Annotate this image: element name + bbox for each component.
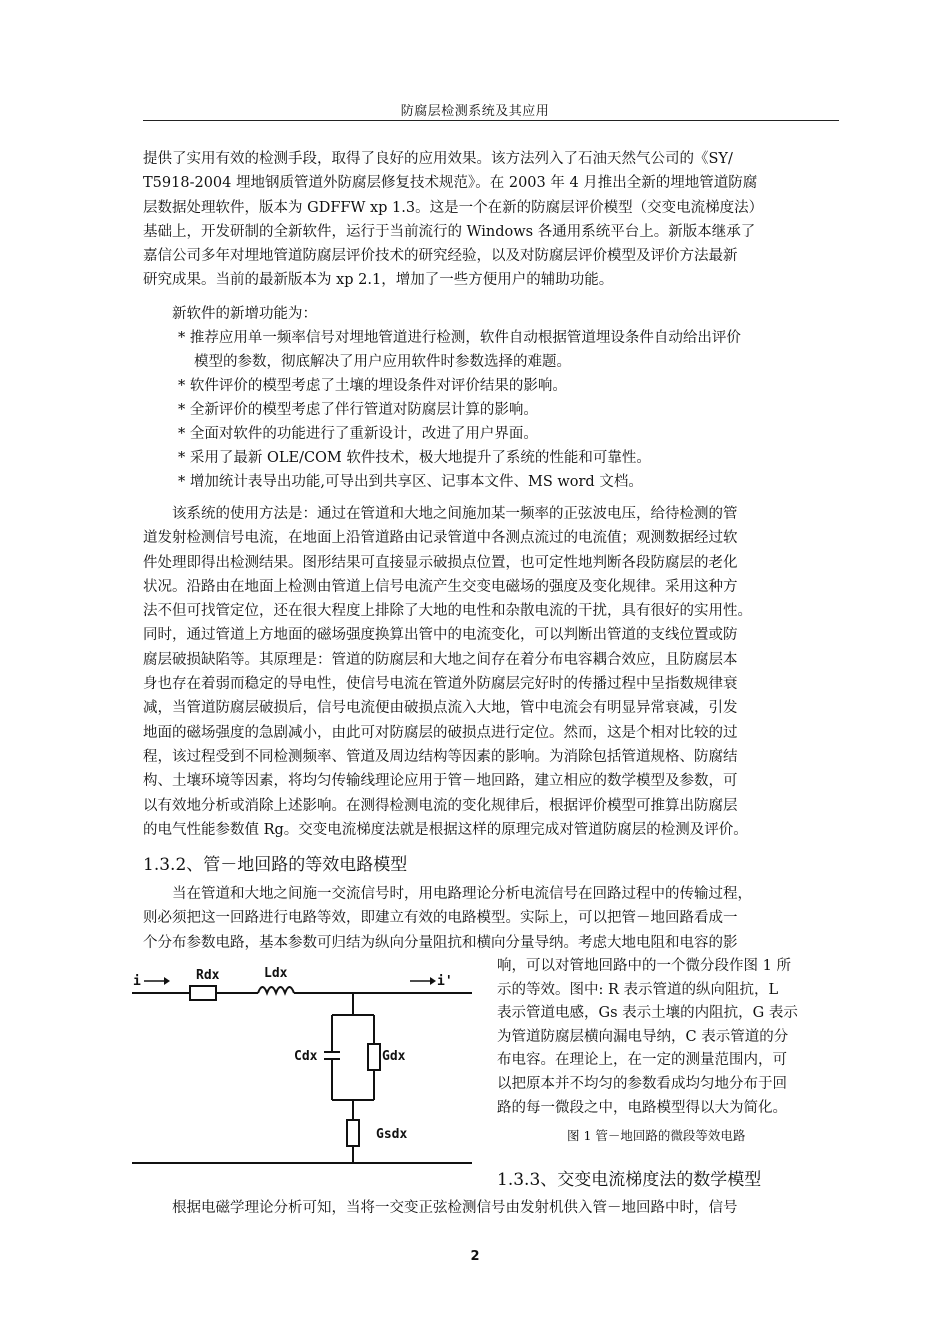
text-line: 该系统的使用方法是：通过在管道和大地之间施加某一频率的正弦波电压，给待检测的管 <box>172 506 738 522</box>
text-line: 状况。沿路由在地面上检测由管道上信号电流产生交变电磁场的强度及变化规律。采用这种方 <box>143 578 738 595</box>
text-line: 为管道防腐层横向漏电导纳，C 表示管道的分 <box>497 1028 789 1045</box>
page-number: 2 <box>470 1249 480 1264</box>
feature-item: * 采用了最新 OLE/COM 软件技术，极大地提升了系统的性能和可靠性。 <box>178 450 651 466</box>
figure-caption: 图 1 管－地回路的微段等效电路 <box>567 1128 746 1143</box>
bullet-marker: * <box>178 474 186 490</box>
text-line: 层数据处理软件，版本为 GDFFW xp 1.3。这是一个在新的防腐层评价模型（交变电流梯度法） <box>143 199 764 216</box>
text-line: 根据电磁学理论分析可知，当将一交变正弦检测信号由发射机供入管－地回路中时，信号 <box>172 1200 738 1216</box>
text-line: 则必须把这一回路进行电路等效，即建立有效的电路模型。实际上，可以把管－地回路看成一 <box>143 910 738 927</box>
label-i-out: i' <box>437 974 453 989</box>
text-line: 法不但可找管定位，还在很大程度上排除了大地的电性和杂散电流的干扰，具有很好的实用性。 <box>143 603 752 620</box>
text-line: 身也存在着弱而稳定的导电性，使信号电流在管道外防腐层完好时的传播过程中呈指数规律衰 <box>143 676 738 693</box>
section-132-right-column <box>497 955 839 1120</box>
text-line: 提供了实用有效的检测手段，取得了良好的应用效果。该方法列入了石油天然气公司的《SY/ <box>143 151 733 167</box>
text-line: 减，当管道防腐层破损后，信号电流便由破损点流入大地，管中电流会有明显异常衰减，引发 <box>143 700 738 717</box>
section-133-paragraph <box>143 1196 839 1220</box>
label-gdx: Gdx <box>382 1049 406 1064</box>
text-line: 布电容。在理论上，在一定的测量范围内，可 <box>497 1052 787 1069</box>
feature-item: * 增加统计表导出功能,可导出到共享区、记事本文件、MS word 文档。 <box>178 474 643 490</box>
text-line: 以把原本并不均匀的参数看成均匀地分布于回 <box>497 1075 787 1092</box>
equivalent-circuit-figure <box>130 960 480 1170</box>
feature-item: * 全面对软件的功能进行了重新设计，改进了用户界面。 <box>178 426 538 442</box>
inductor-l <box>258 987 294 993</box>
text-line: 示的等效。图中: R 表示管道的纵向阻抗，L <box>497 981 779 998</box>
text-line: 基础上，开发研制的全新软件，运行于当前流行的 Windows 各通用系统平台上。新版本继承了 <box>143 223 756 240</box>
conductance-g <box>368 1044 380 1070</box>
current-out-arrowhead <box>430 977 436 985</box>
text-line: 表示管道电感，Gs 表示土壤的内阻抗，G 表示 <box>497 1005 798 1022</box>
method-paragraph <box>143 502 839 842</box>
bullet-marker: * <box>178 402 186 418</box>
header-rule <box>143 120 839 121</box>
bullet-marker: * <box>178 426 186 442</box>
label-i-in: i <box>133 974 141 989</box>
section-heading-132: 1.3.2、管－地回路的等效电路模型 <box>143 855 408 875</box>
text-line: 程，该过程受到不同检测频率、管道及周边结构等因素的影响。为消除包括管道规格、防腐结 <box>143 748 738 765</box>
text-line: 道发射检测信号电流，在地面上沿管道路由记录管道中各测点流过的电流值；观测数据经过软 <box>143 530 738 547</box>
label-rdx: Rdx <box>196 968 220 983</box>
bullet-marker: * <box>178 330 186 346</box>
label-cdx: Cdx <box>294 1049 318 1064</box>
text-line: 个分布参数电路，基本参数可归结为纵向分量阻抗和横向分量导纳。考虑大地电阻和电容的影 <box>143 934 738 951</box>
text-line: 的电气性能参数值 Rg。交变电流梯度法就是根据这样的原理完成对管道防腐层的检测及评价。 <box>143 821 748 838</box>
label-gsdx: Gsdx <box>376 1127 408 1142</box>
feature-item: * 软件评价的模型考虑了土壤的埋设条件对评价结果的影响。 <box>178 378 567 394</box>
feature-item: * 全新评价的模型考虑了伴行管道对防腐层计算的影响。 <box>178 402 538 418</box>
features-title: 新软件的新增功能为： <box>172 306 317 322</box>
text-line: 腐层破损缺陷等。其原理是：管道的防腐层和大地之间存在着分布电容耦合效应，且防腐层本 <box>143 651 738 668</box>
bullet-marker: * <box>178 450 186 466</box>
text-line: 响，可以对管地回路中的一个微分段作图 1 所 <box>497 958 791 974</box>
text-line: 路的每一微段之中，电路模型得以大为简化。 <box>497 1099 787 1116</box>
soil-conductance-gs <box>347 1120 359 1146</box>
intro-paragraph <box>143 147 839 293</box>
section-132-paragraph <box>143 882 839 955</box>
text-line: T5918-2004 埋地钢质管道外防腐层修复技术规范》。在 2003 年 4 月推出全新的埋地管道防腐 <box>143 175 758 192</box>
label-ldx: Ldx <box>264 966 288 981</box>
text-line: 同时，通过管道上方地面的磁场强度换算出管中的电流变化，可以判断出管道的支线位置或防 <box>143 627 738 644</box>
resistor-r <box>190 986 216 1000</box>
running-header: 防腐层检测系统及其应用 <box>400 104 550 119</box>
feature-item: * 推荐应用单一频率信号对埋地管道进行检测，软件自动根据管道埋设条件自动给出评价 <box>178 330 741 346</box>
current-in-arrowhead <box>164 977 170 985</box>
text-line: 研究成果。当前的最新版本为 xp 2.1，增加了一些方便用户的辅助功能。 <box>143 272 614 289</box>
feature-item-continuation: 模型的参数，彻底解决了用户应用软件时参数选择的难题。 <box>194 354 571 370</box>
text-line: 以有效地分析或消除上述影响。在测得检测电流的变化规律后，根据评价模型可推算出防腐层 <box>143 797 738 814</box>
text-line: 构、土壤环境等因素，将均匀传输线理论应用于管－地回路，建立相应的数学模型及参数，可 <box>143 773 738 790</box>
text-line: 嘉信公司多年对埋地管道防腐层评价技术的研究经验，以及对防腐层评价模型及评价方法最新 <box>143 248 738 265</box>
bullet-marker: * <box>178 378 186 394</box>
section-heading-133: 1.3.3、交变电流梯度法的数学模型 <box>497 1170 762 1190</box>
text-line: 当在管道和大地之间施一交流信号时，用电路理论分析电流信号在回路过程中的传输过程， <box>172 886 752 902</box>
text-line: 件处理即得出检测结果。图形结果可直接显示破损点位置，也可定性地判断各段防腐层的老化 <box>143 554 738 571</box>
text-line: 地面的磁场强度的急剧减小，由此可对防腐层的破损点进行定位。然而，这是个相对比较的过 <box>143 724 738 741</box>
